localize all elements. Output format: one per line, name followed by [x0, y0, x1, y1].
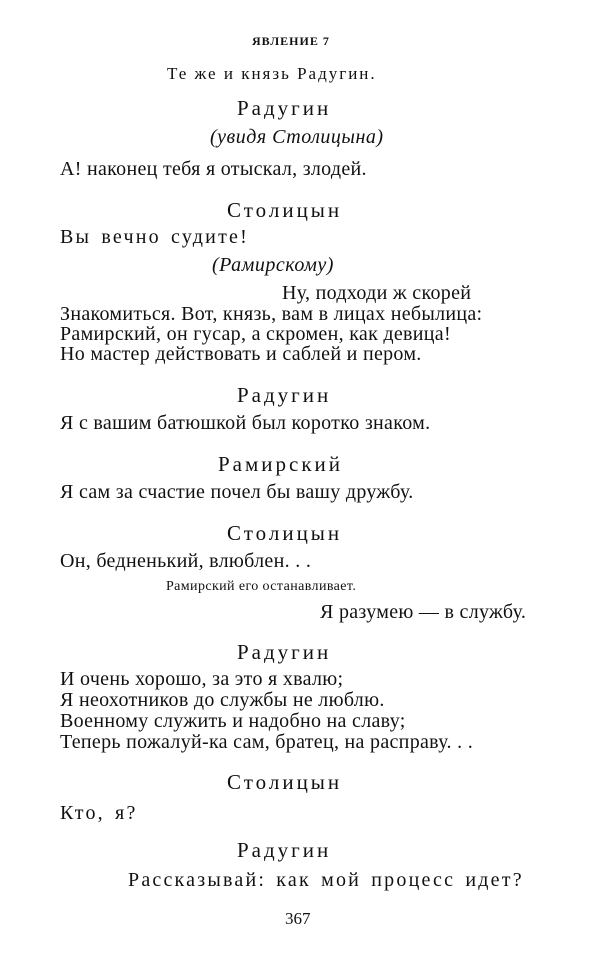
- dialogue-line: Я сам за счастие почел бы вашу дружбу.: [60, 481, 414, 503]
- dialogue-line: Вы вечно судите!: [60, 226, 249, 248]
- speaker-name: Радугин: [237, 838, 332, 862]
- dialogue-line: Я неохотников до службы не люблю.: [60, 689, 385, 711]
- dialogue-line: И очень хорошо, за это я хвалю;: [60, 668, 344, 690]
- dialogue-line: Но мастер действовать и саблей и пером.: [60, 343, 422, 365]
- dialogue-line: Знакомиться. Вот, князь, вам в лицах небылица:: [60, 303, 483, 325]
- dialogue-line: Я с вашим батюшкой был коротко знаком.: [60, 412, 431, 434]
- dialogue-line: Военному служить и надобно на славу;: [60, 710, 406, 732]
- stage-direction-italic: (увидя Столицына): [210, 126, 384, 148]
- dialogue-line: Рамирский, он гусар, а скромен, как девица!: [60, 323, 451, 345]
- dialogue-line: Теперь пожалуй-ка сам, братец, на расправу. . .: [60, 731, 474, 753]
- speaker-name: Рамирский: [218, 452, 344, 476]
- stage-direction-italic: (Рамирскому): [212, 254, 334, 276]
- dialogue-line: Рассказывай: как мой процесс идет?: [128, 869, 524, 891]
- speaker-name: Столицын: [227, 521, 343, 545]
- speaker-name: Радугин: [237, 640, 332, 664]
- dialogue-line: Я разумею — в службу.: [320, 601, 527, 623]
- dialogue-line: Он, бедненький, влюблен. . .: [60, 550, 312, 572]
- page-number: 367: [285, 909, 311, 928]
- stage-direction-small: Рамирский его останавливает.: [166, 579, 357, 594]
- speaker-name: Радугин: [237, 383, 332, 407]
- dialogue-line: А! наконец тебя я отыскал, злодей.: [60, 158, 367, 180]
- speaker-name: Столицын: [227, 198, 343, 222]
- stage-direction: Те же и князь Радугин.: [167, 64, 377, 83]
- speaker-name: Радугин: [237, 96, 332, 120]
- dialogue-line: Ну, подходи ж скорей: [282, 282, 472, 304]
- scene-title: ЯВЛЕНИЕ 7: [252, 34, 330, 48]
- dialogue-line: Кто, я?: [60, 802, 138, 824]
- speaker-name: Столицын: [227, 770, 343, 794]
